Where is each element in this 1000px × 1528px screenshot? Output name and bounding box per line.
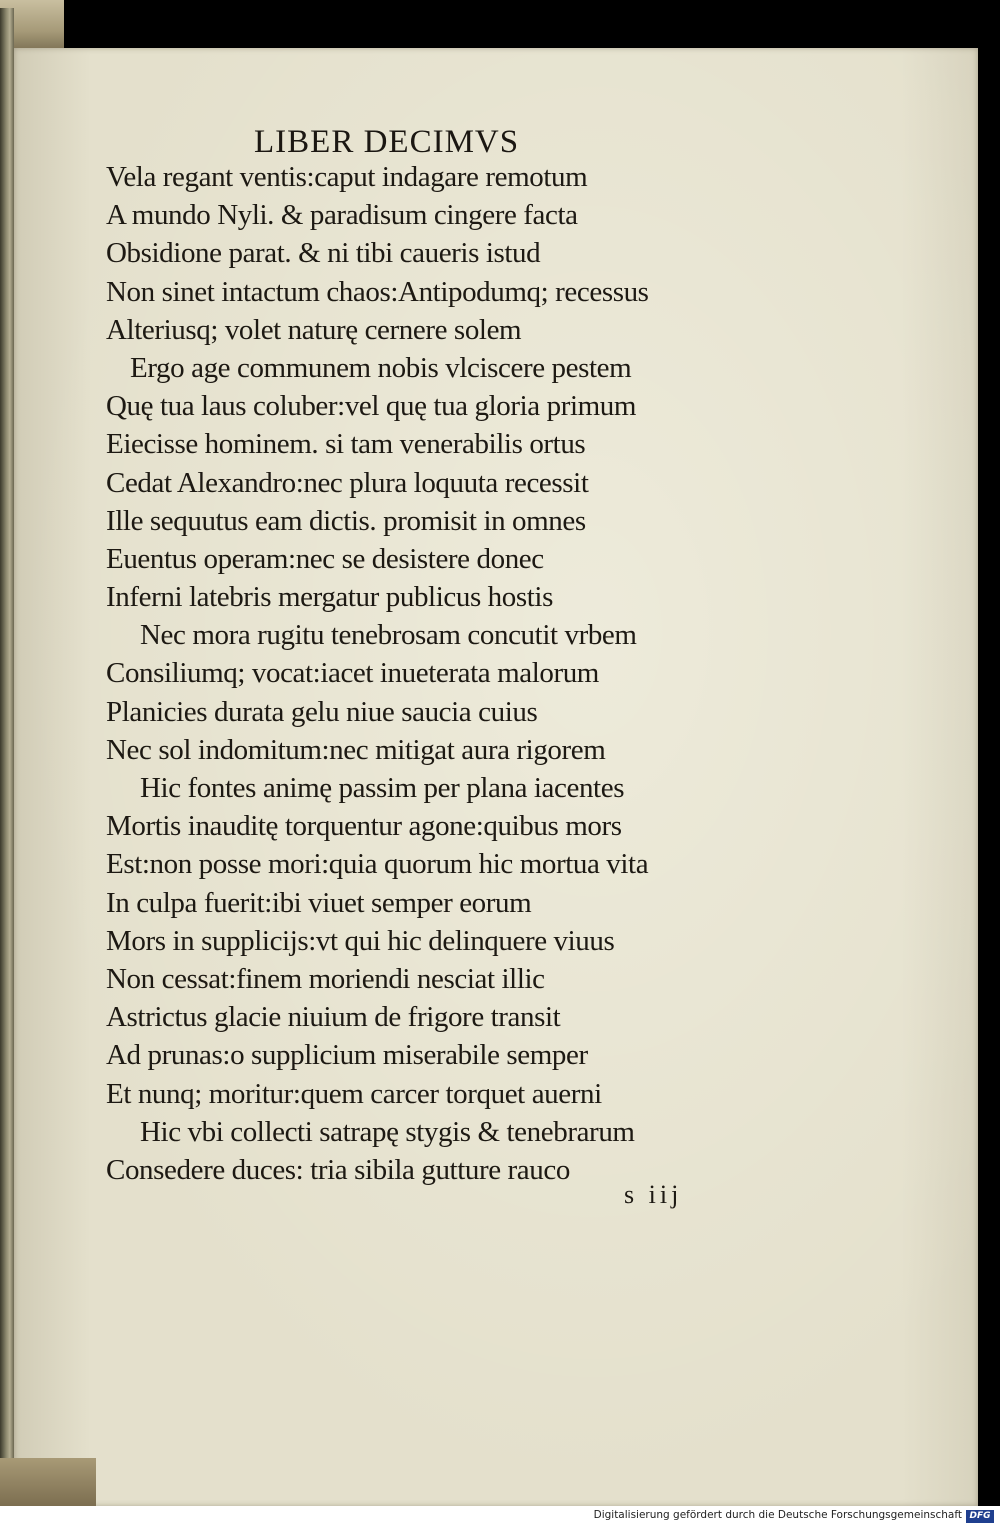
- verse-line: Ad prunas:o supplicium miserabile semper: [106, 1039, 588, 1072]
- verse-line: A mundo Nyli. & paradisum cingere facta: [106, 199, 578, 232]
- verse-line: Eiecisse hominem. si tam venerabilis ortus: [106, 428, 586, 461]
- funding-credit: Digitalisierung gefördert durch die Deutsche Forschungsgemeinschaft: [593, 1509, 962, 1521]
- verse-line: Ille sequutus eam dictis. promisit in omnes: [106, 504, 586, 537]
- verse-line: Obsidione parat. & ni tibi caueris istud: [106, 237, 541, 270]
- binding-strip: [0, 8, 14, 1508]
- verse-line: Nec sol indomitum:nec mitigat aura rigorem: [106, 733, 606, 766]
- verse-line: Mors in supplicijs:vt qui hic delinquere viuus: [106, 924, 615, 957]
- verse-line: Non cessat:finem moriendi nesciat illic: [106, 962, 545, 995]
- verse-line: Consiliumq; vocat:iacet inueterata malorum: [106, 657, 599, 690]
- verse-line: Hic fontes animę passim per plana iacentes: [140, 772, 625, 804]
- running-head: LIBER DECIMVS: [254, 124, 520, 160]
- verse-line: Consedere duces: tria sibila gutture rauco: [106, 1153, 570, 1186]
- verse-line: Mortis inauditę torquentur agone:quibus mors: [106, 810, 622, 843]
- verse-line: Vela regant ventis:caput indagare remotum: [106, 161, 588, 193]
- dfg-logo-icon: DFG: [966, 1510, 994, 1523]
- verse-line: Astrictus glacie niuium de frigore transit: [106, 1001, 561, 1034]
- footer-bar: [0, 1506, 1000, 1528]
- page-signature: s iij: [624, 1180, 683, 1209]
- verse-line: Planicies durata gelu niue saucia cuius: [106, 695, 538, 728]
- verse-line: Quę tua laus coluber:vel quę tua gloria primum: [106, 390, 637, 423]
- verse-line: Est:non posse mori:quia quorum hic mortua vita: [106, 848, 649, 881]
- verse-line: Et nunq; moritur:quem carcer torquet auerni: [106, 1077, 602, 1110]
- binding-corner-bottom: [0, 1458, 96, 1506]
- verse-line: Cedat Alexandro:nec plura loquuta recessit: [106, 466, 589, 499]
- verse-list: [106, 158, 746, 1189]
- verse-line: Hic vbi collecti satrapę stygis & tenebrarum: [140, 1115, 635, 1148]
- book-page: [14, 48, 978, 1506]
- verse-line: Non sinet intactum chaos:Antipodumq; recessus: [106, 275, 649, 308]
- verse-line: Inferni latebris mergatur publicus hostis: [106, 581, 553, 614]
- verse-line: Euentus operam:nec se desistere donec: [106, 542, 544, 575]
- verse-line: Alteriusq; volet naturę cernere solem: [106, 313, 522, 346]
- verse-line: Nec mora rugitu tenebrosam concutit vrbem: [140, 619, 637, 652]
- verse-line: Ergo age communem nobis vlciscere pestem: [130, 351, 632, 384]
- verse-line: In culpa fuerit:ibi viuet semper eorum: [106, 886, 532, 919]
